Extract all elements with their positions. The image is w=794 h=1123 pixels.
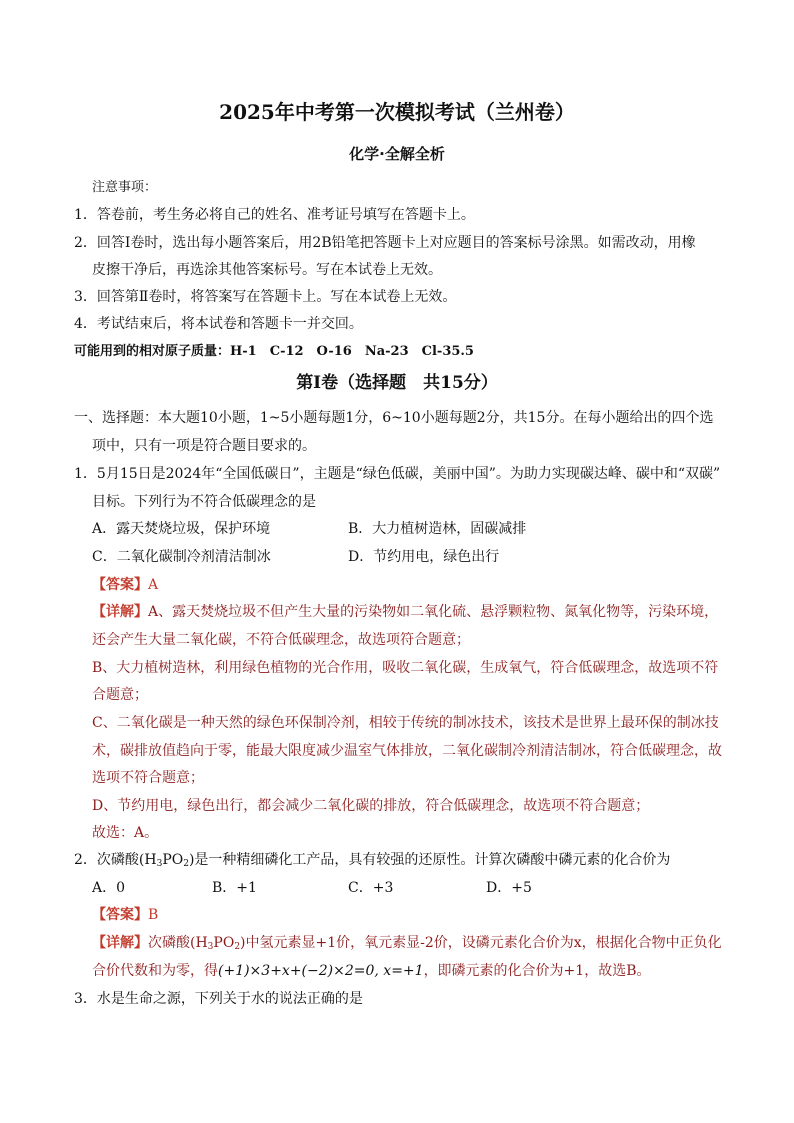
q2-detail-sub-1: 3 (207, 942, 214, 952)
q2-answer (92, 905, 158, 925)
q2-option-d: D．+5 (486, 880, 532, 896)
q1-detail-line-5: C、二氧化碳是一种天然的绿色环保制冷剂，相较于传统的制冰技术，该技术是世界上最环保的制冰技 (92, 715, 719, 731)
notice-item-2-cont: 皮擦干净后，再选涂其他答案标号。写在本试卷上无效。 (92, 262, 442, 278)
q1-detail-line-1 (92, 602, 718, 622)
q2-option-c: C．+3 (348, 880, 394, 896)
q1-option-a: A．露天焚烧垃圾，保护环境 (92, 521, 271, 537)
q1-detail-line-8: D、节约用电，绿色出行，都会减少二氧化碳的排放，符合低碳理念，故选项不符合题意； (92, 798, 650, 814)
q1-detail-text-1: A、露天焚烧垃圾不但产生大量的污染物如二氧化硫、悬浮颗粒物、氮氧化物等，污染环境， (148, 604, 719, 620)
section-title: 第Ⅰ卷（选择题 共15分） (296, 373, 498, 393)
notice-item-4: 4．考试结束后，将本试卷和答题卡一并交回。 (74, 316, 363, 332)
q2-option-b: B．+1 (212, 880, 257, 896)
q2-answer-label: 【答案】 (92, 907, 148, 923)
notice-item-2: 2．回答Ⅰ卷时，选出每小题答案后，用2B铅笔把答题卡上对应题目的答案标号涂黑。如需改动，用橡 (74, 235, 696, 251)
q3-stem: 3．水是生命之源，下列关于水的说法正确的是 (74, 991, 363, 1007)
q2-option-a: A．0 (92, 880, 126, 896)
q1-stem-line-2: 目标。下列行为不符合低碳理念的是 (92, 494, 316, 510)
q2-stem-post: )是一种精细磷化工产品，具有较强的还原性。计算次磷酸中磷元素的化合价为 (188, 852, 671, 868)
q2-detail-line-2-pre: 合价代数和为零，得 (92, 963, 218, 979)
q2-answer-value: B (148, 907, 159, 923)
q2-stem-mid: PO (162, 852, 184, 868)
q2-stem-sub-2: 2 (183, 859, 189, 869)
q2-detail-line-2 (92, 961, 651, 981)
q2-stem-sub-1: 3 (156, 859, 163, 869)
q2-detail-pre: 次磷酸(H (148, 935, 208, 951)
q2-equation: (+1)×3+x+(−2)×2=0, x=+1 (218, 963, 424, 979)
notice-item-3: 3．回答第Ⅱ卷时，将答案写在答题卡上。写在本试卷上无效。 (74, 289, 457, 305)
q1-answer (92, 575, 158, 595)
notice-item-1: 1．答卷前，考生务必将自己的姓名、准考证号填写在答题卡上。 (74, 207, 475, 223)
q1-option-b: B．大力植树造林，固碳减排 (348, 521, 527, 537)
q1-detail-line-9: 故选：A。 (92, 825, 159, 841)
atomic-mass-line: 可能用到的相对原子质量：H-1 C-12 O-16 Na-23 Cl-35.5 (74, 344, 474, 359)
q2-detail-line-1 (92, 933, 722, 957)
q1-detail-line-4: 合题意； (92, 687, 148, 703)
q1-option-d: D．节约用电，绿色出行 (348, 549, 500, 565)
q2-detail-line-2-post: ，即磷元素的化合价为+1，故选B。 (423, 963, 651, 979)
q1-stem-line-1: 1．5月15日是2024年“全国低碳日”，主题是“绿色低碳，美丽中国”。为助力实现碳达峰、碳中和“双碳” (74, 466, 721, 482)
q1-detail-label: 【详解】 (92, 604, 148, 620)
section-instruction-2: 项中，只有一项是符合题目要求的。 (92, 438, 316, 454)
q1-answer-label: 【答案】 (92, 577, 148, 593)
q2-stem (74, 850, 670, 874)
q2-detail-mid: PO (213, 935, 235, 951)
q1-detail-line-2: 还会产生大量二氧化碳，不符合低碳理念，故选项符合题意； (92, 632, 470, 648)
q2-stem-pre: 2．次磷酸(H (74, 852, 157, 868)
section-instruction-1: 一、选择题：本大题10小题，1~5小题每题1分，6~10小题每题2分，共15分。在每小题给出的四个选 (74, 410, 714, 426)
q1-detail-line-6: 术，碳排放值趋向于零，能最大限度减少温室气体排放，二氧化碳制冷剂清洁制冰，符合低碳理念，故 (92, 743, 722, 759)
q2-detail-label: 【详解】 (92, 935, 148, 951)
q2-detail-sub-2: 2 (234, 942, 241, 952)
page-subtitle: 化学·全解全析 (349, 145, 445, 163)
notice-heading: 注意事项： (92, 180, 158, 195)
q1-answer-value: A (148, 577, 159, 593)
q1-detail-line-7: 选项不符合题意； (92, 770, 204, 786)
q1-detail-line-3: B、大力植树造林，利用绿色植物的光合作用，吸收二氧化碳，生成氧气，符合低碳理念，故选项不符 (92, 660, 719, 676)
q1-option-c: C．二氧化碳制冷剂清洁制冰 (92, 549, 271, 565)
page-title: 2025年中考第一次模拟考试（兰州卷） (219, 100, 575, 124)
q2-detail-post: )中氢元素显+1价，氧元素显-2价，设磷元素化合价为x，根据化合物中正负化 (240, 935, 722, 951)
